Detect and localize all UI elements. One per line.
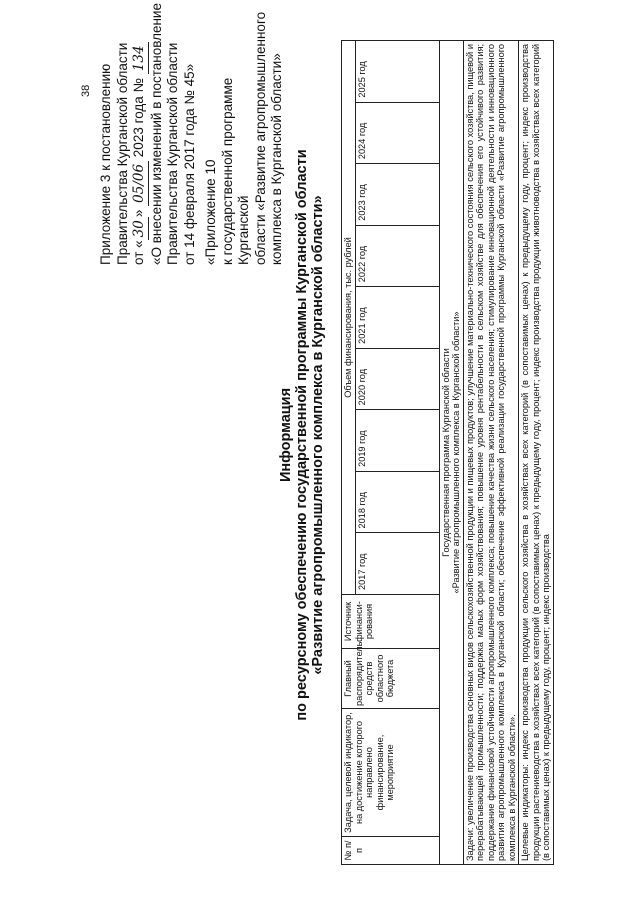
resource-table [341, 40, 554, 865]
appendix-line: Правительства Курганской области [114, 42, 130, 265]
heading-subtitle: «Развитие агропромышленного комплекса в Курганской области» [310, 195, 326, 675]
handwritten-month: 05/06 [131, 161, 149, 206]
year-text: 2023 года № [131, 77, 146, 158]
year-cell: 2019 год [355, 410, 439, 472]
quote-close: » [131, 209, 146, 218]
document-heading [278, 115, 326, 755]
program-title-line: Государственная программа Курганской области [440, 348, 451, 557]
appendix-line: «О внесении изменений в постановление [148, 3, 164, 265]
col-header-task: Задача, целевой индикатор, на достижение которого направлено финансирование, мероприятие [342, 709, 440, 837]
indicators-row [519, 41, 554, 865]
col-header-manager: Главный распорядитель средств областного бюджета [342, 649, 440, 709]
appendix-10-header [203, 5, 286, 265]
year-cell: 2018 год [355, 471, 439, 533]
header-row [342, 41, 356, 865]
appendix10-line: области «Развитие агропромышленного [252, 11, 268, 265]
year-cell: 2021 год [355, 287, 439, 349]
year-cell: 2024 год [355, 102, 439, 164]
appendix-date-line [131, 5, 149, 265]
program-title-line: «Развитие агропромышленного комплекса в Курганской области» [451, 311, 461, 594]
heading-title: Информация [278, 387, 294, 483]
appendix-line: Приложение 3 к постановлению [98, 63, 113, 265]
appendix10-line: комплекса в Курганской области» [269, 53, 284, 265]
program-title-row [439, 41, 463, 865]
col-header-num: № п/п [342, 837, 440, 865]
from-prefix: от « [131, 240, 146, 265]
year-cell: 2023 год [355, 164, 439, 226]
handwritten-number: 134 [131, 42, 149, 74]
handwritten-day: 30 [131, 217, 149, 240]
col-header-source: Источник финанси-рования [342, 595, 440, 649]
tasks-text: Задачи: увеличение производства основных видов сельскохозяйственной продукции и пищевых продуктов; улучшение материально-технического состояния сельского хозяйства, пищевой и перерабатывающей промышленности; поддержка малых форм хозяйствования; повышение уровня рентабельности в сельском хозяйстве для обеспечения его устойчивого развития; поддержание финансовой устойчивости агропромышленного комплекса; повышение качества жизни сельского населения; стимулирование инновационной деятельности и инновационного развития агропромышленного комплекса в Курганской области; обеспечение эффективной реализации государственной программы Курганской области «Развитие агропромышленного комплекса в Курганской области». [463, 41, 519, 865]
page-number: 38 [80, 84, 92, 97]
appendix-line: от 14 февраля 2017 года № 45» [181, 63, 197, 265]
appendix10-line: «Приложение 10 [203, 159, 218, 265]
year-cell: 2020 год [355, 348, 439, 410]
tasks-row [463, 41, 519, 865]
col-header-volume: Объем финансирования, тыс. рублей [342, 41, 356, 595]
year-cell: 2022 год [355, 225, 439, 287]
indicators-text: Целевые индикаторы: индекс производства продукции сельского хозяйства в хозяйствах всех категорий (в сопоставимых ценах) к предыдущему году, процент; индекс производства продукции растениеводства в хозяйствах всех категорий (в сопоставимых ценах) к предыдущему году, процент; индекс производства продукции животноводства в хозяйствах всех категорий (в сопоставимых ценах) к предыдущему году, процент; индекс производства [519, 41, 554, 865]
appendix10-line: к государственной программе Курганской [219, 77, 251, 265]
appendix-header [98, 5, 198, 265]
appendix-line: Правительства Курганской области [165, 42, 180, 265]
program-title [439, 41, 463, 865]
year-cell: 2017 год [355, 533, 439, 595]
year-cell: 2025 год [355, 41, 439, 103]
heading-subtitle: по ресурсному обеспечению государственной программы Курганской области [294, 149, 310, 721]
